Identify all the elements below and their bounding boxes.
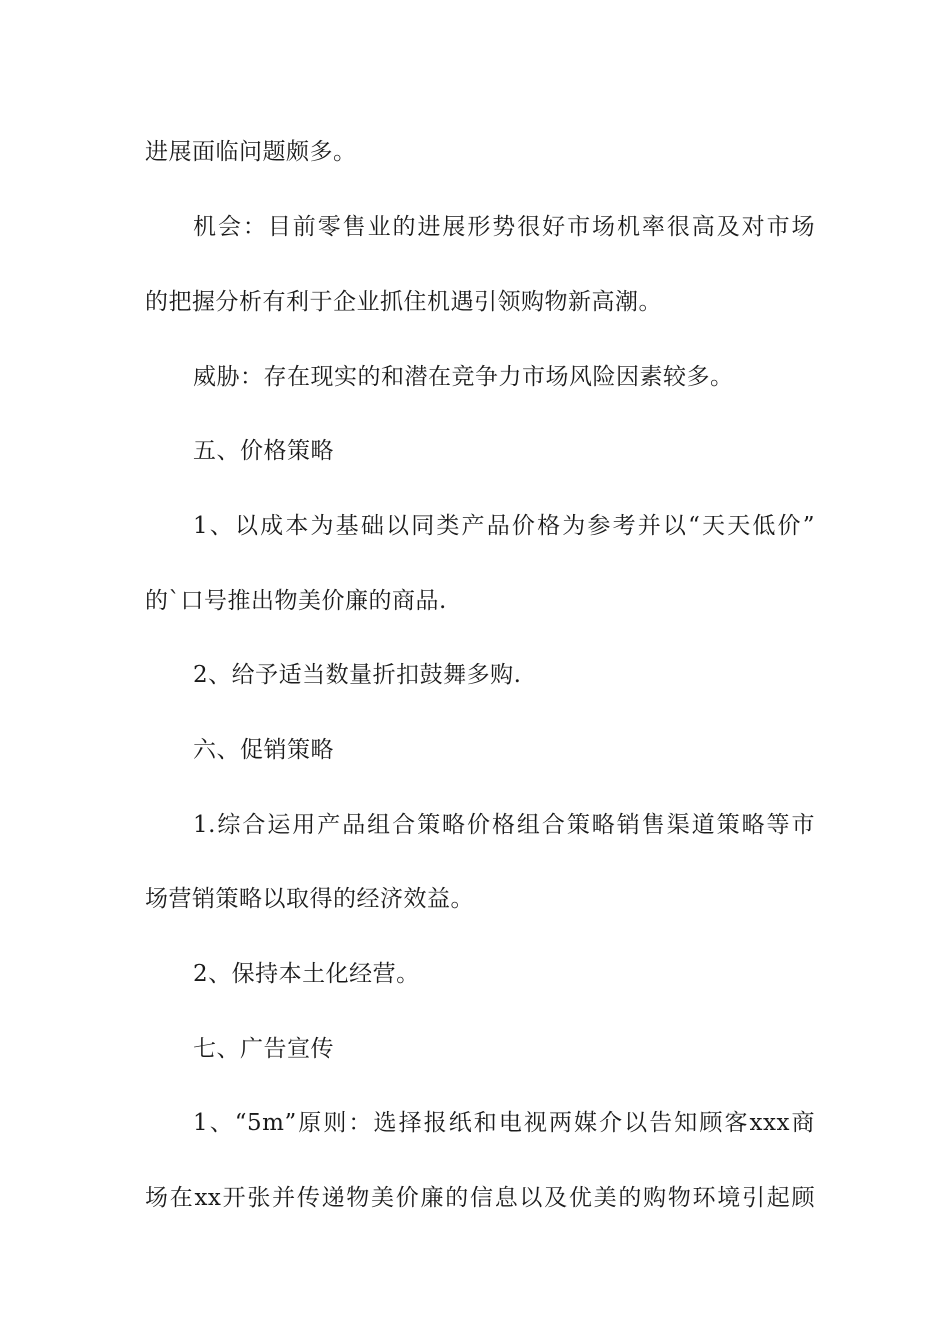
paragraph-line: 机会：目前零售业的进展形势很好市场机率很高及对市场: [193, 214, 815, 240]
paragraph-line: 进展面临问题颇多。: [145, 139, 357, 165]
section-heading: 五、价格策略: [193, 438, 334, 464]
paragraph-line: 威胁：存在现实的和潜在竞争力市场风险因素较多。: [193, 364, 734, 390]
paragraph-line: 2、给予适当数量折扣鼓舞多购.: [193, 662, 522, 688]
paragraph-line: 的`口号推出物美价廉的商品.: [145, 588, 447, 614]
section-heading: 七、广告宣传: [193, 1036, 334, 1062]
paragraph-line: 场营销策略以取得的经济效益。: [145, 886, 474, 912]
paragraph-line: 的把握分析有利于企业抓住机遇引领购物新高潮。: [145, 289, 662, 315]
paragraph-line: 1、“5m”原则：选择报纸和电视两媒介以告知顾客xxx商: [193, 1110, 815, 1136]
paragraph-line: 1.综合运用产品组合策略价格组合策略销售渠道策略等市: [193, 812, 815, 838]
paragraph-line: 场在xx开张并传递物美价廉的信息以及优美的购物环境引起顾: [145, 1185, 815, 1211]
section-heading: 六、促销策略: [193, 737, 334, 763]
paragraph-line: 1、以成本为基础以同类产品价格为参考并以“天天低价”: [193, 513, 815, 539]
paragraph-line: 2、保持本土化经营。: [193, 961, 420, 987]
